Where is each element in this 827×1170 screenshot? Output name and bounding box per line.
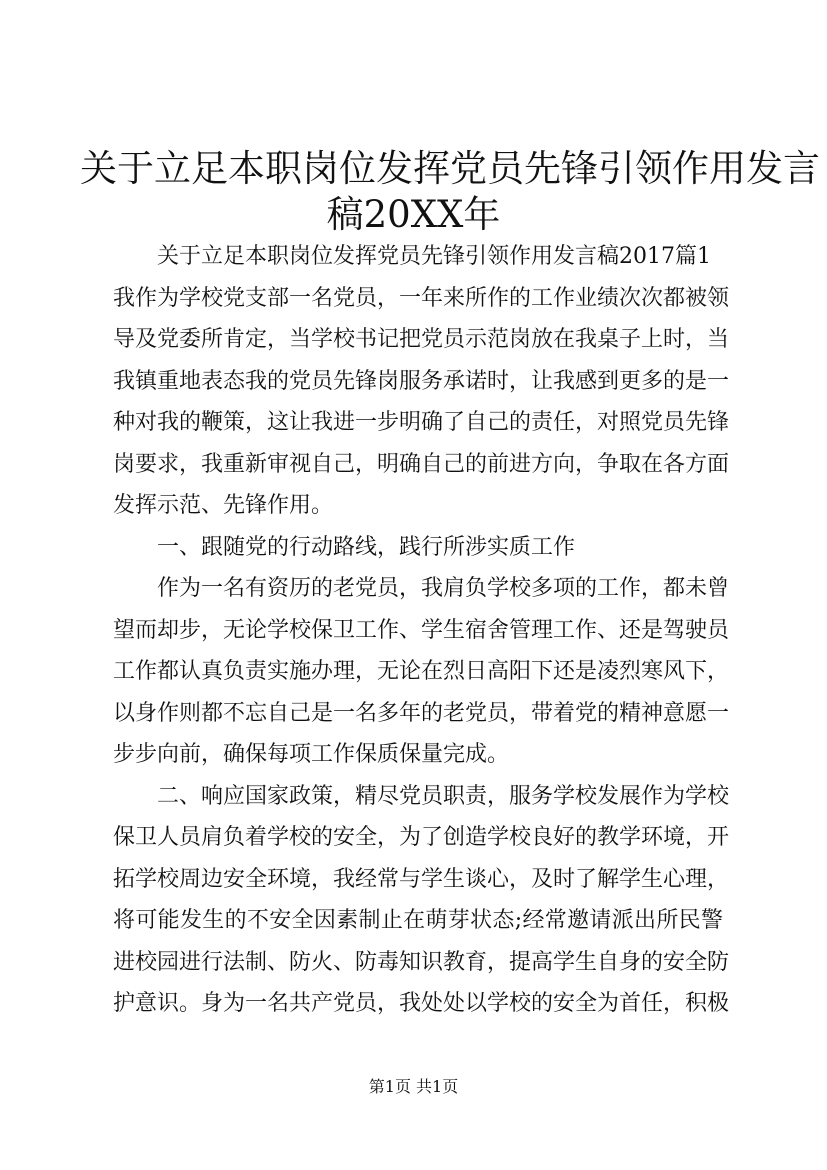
paragraph-line: 拓学校周边安全环境，我经常与学生谈心，及时了解学生心理， [113,866,730,892]
document-title-line-2: 稿20XX年 [326,193,501,236]
page-footer: 第1页 共1页 [368,1077,459,1096]
paragraph-line: 进校园进行法制、防火、防毒知识教育，提高学生自身的安全防 [113,949,730,975]
paragraph-line: 种对我的鞭策，这让我进一步明确了自己的责任，对照党员先锋 [113,410,730,435]
paragraph-line: 作为一名有资历的老党员，我肩负学校多项的工作，都未曾 [157,576,730,601]
paragraph-line: 以身作则都不忘自己是一名多年的老党员，带着党的精神意愿一 [113,700,730,726]
section-heading: 二、响应国家政策，精尽党员职责，服务学校发展作为学校 [157,783,730,809]
paragraph-line: 步步向前，确保每项工作保质保量完成。 [113,742,510,767]
paragraph-line: 我作为学校党支部一名党员，一年来所作的工作业绩次次都被领 [113,285,730,311]
paragraph-line: 我镇重地表态我的党员先锋岗服务承诺时，让我感到更多的是一 [113,368,730,394]
paragraph-line: 将可能发生的不安全因素制止在萌芽状态;经常邀请派出所民警 [113,908,723,933]
paragraph-line: 发挥示范、先锋作用。 [113,493,334,518]
document-title-line-1: 关于立足本职岗位发挥党员先锋引领作用发言 [80,147,820,190]
paragraph-line: 望而却步，无论学校保卫工作、学生宿舍管理工作、还是驾驶员 [113,617,730,643]
paragraph-line: 护意识。身为一名共产党员，我处处以学校的安全为首任，积极 [113,991,730,1016]
paragraph-line: 关于立足本职岗位发挥党员先锋引领作用发言稿2017篇1 [157,244,711,269]
paragraph-line: 保卫人员肩负着学校的安全，为了创造学校良好的教学环境，开 [113,825,730,850]
paragraph-line: 工作都认真负责实施办理，无论在烈日高阳下还是凌烈寒风下， [113,659,730,684]
document-body [113,236,730,1025]
paragraph-line: 岗要求，我重新审视自己，明确自己的前进方向，争取在各方面 [113,451,730,477]
section-heading: 一、跟随党的行动路线，践行所涉实质工作 [157,534,576,560]
paragraph-line: 导及党委所肯定，当学校书记把党员示范岗放在我桌子上时，当 [113,327,730,352]
